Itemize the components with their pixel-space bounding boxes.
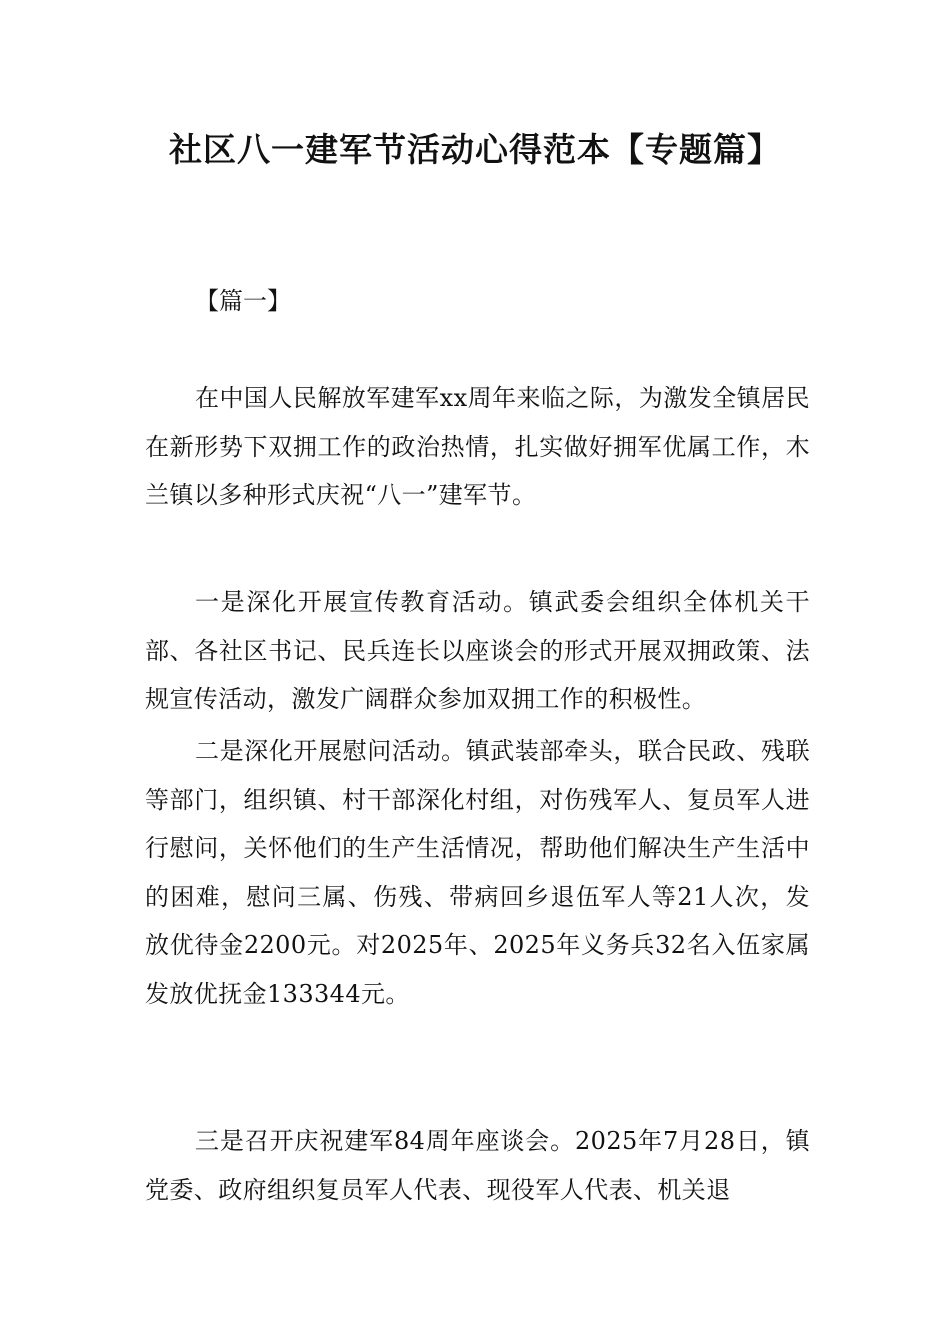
body-paragraph: 二是深化开展慰问活动。镇武装部牵头，联合民政、残联等部门，组织镇、村干部深化村组，对伤残军人、复员军人进行慰问，关怀他们的生产生活情况，帮助他们解决生产生活中的困难，慰问三属、伤残、带病回乡退伍军人等21人次，发放优待金2200元。对2025年、2025年义务兵32名入伍家属发放优抚金133344元。 — [145, 737, 810, 1008]
body-paragraph: 在中国人民解放军建军xx周年来临之际，为激发全镇居民在新形势下双拥工作的政治热情，扎实做好拥军优属工作，木兰镇以多种形式庆祝“八一”建军节。 — [145, 384, 810, 509]
document-title: 社区八一建军节活动心得范本【专题篇】 — [169, 130, 781, 169]
section-label: 【篇一】 — [195, 287, 291, 315]
body-paragraph: 三是召开庆祝建军84周年座谈会。2025年7月28日，镇党委、政府组织复员军人代表、现役军人代表、机关退 — [145, 1127, 810, 1204]
body-paragraph: 一是深化开展宣传教育活动。镇武委会组织全体机关干部、各社区书记、民兵连长以座谈会的形式开展双拥政策、法规宣传活动，激发广阔群众参加双拥工作的积极性。 — [145, 588, 810, 713]
